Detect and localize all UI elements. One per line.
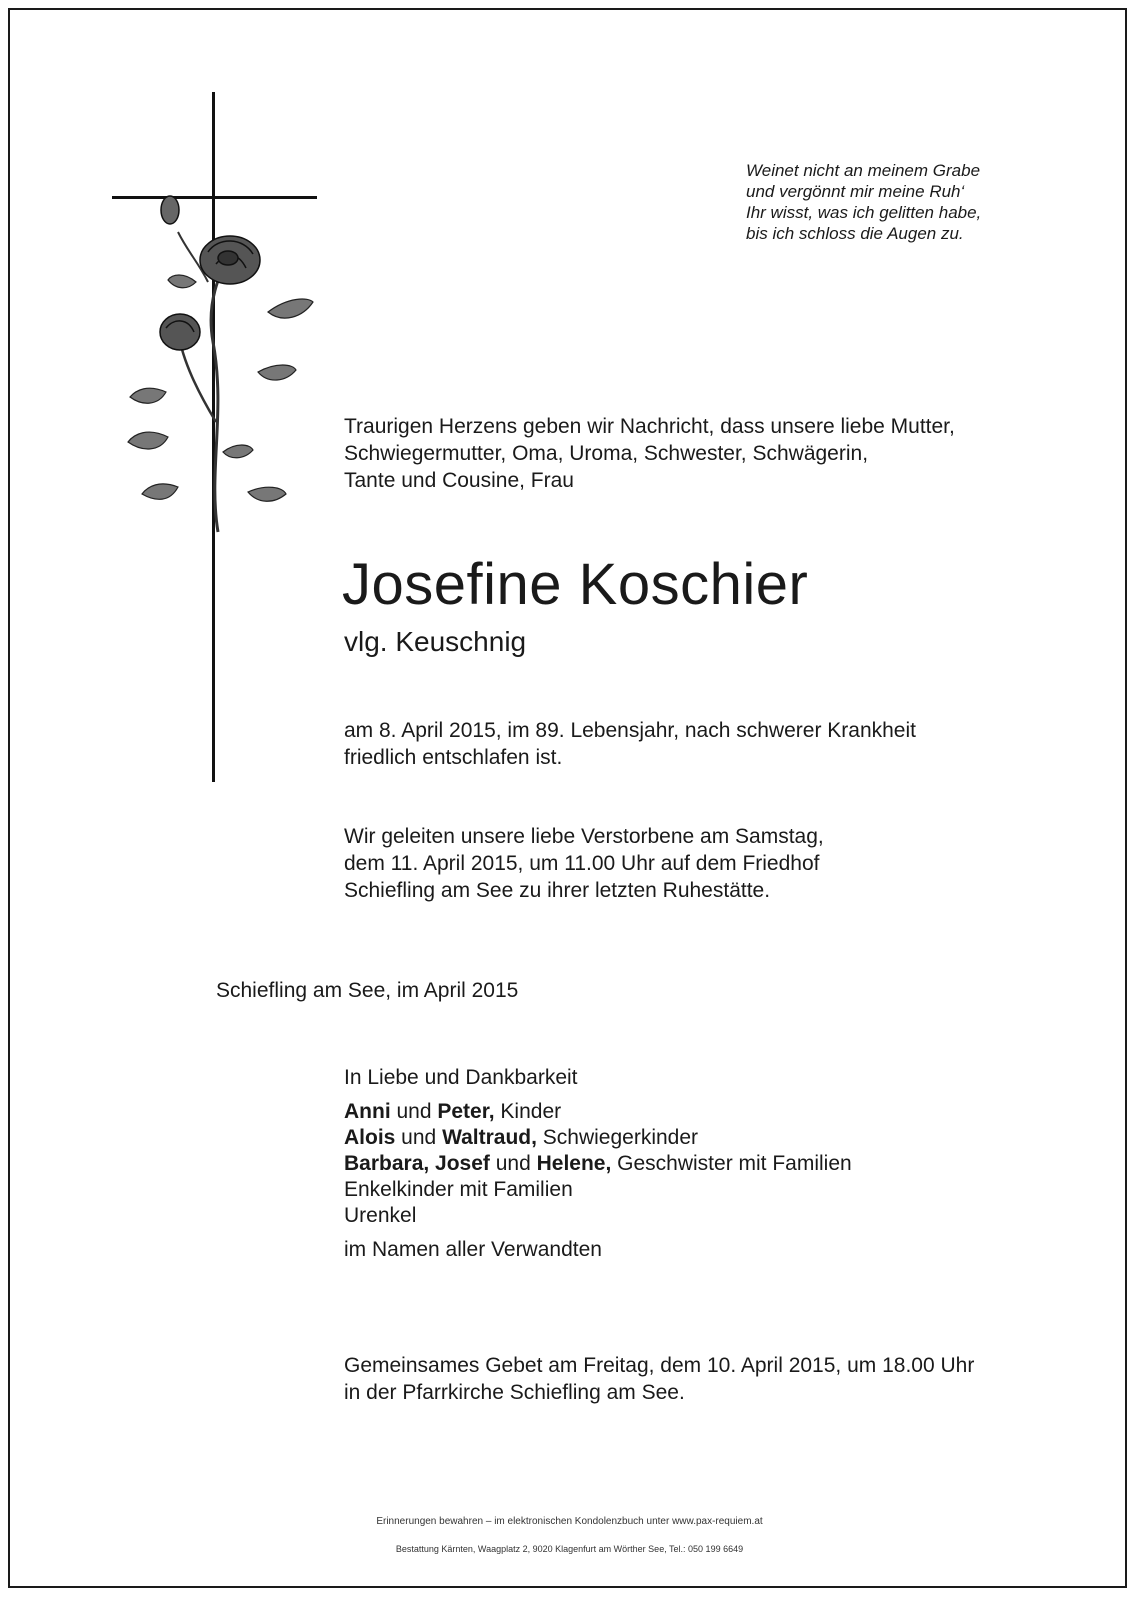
funeral-line: dem 11. April 2015, um 11.00 Uhr auf dem Friedhof (344, 852, 820, 875)
mourner-name: Barbara, Josef (344, 1152, 490, 1175)
funeral-details (344, 823, 824, 904)
death-line: am 8. April 2015, im 89. Lebensjahr, nach schwerer Krankheit (344, 719, 916, 742)
mourner-conjunction: und (390, 1100, 438, 1123)
mourner-relation: Geschwister mit Familien (611, 1152, 852, 1175)
funeral-line: Schiefling am See zu ihrer letzten Ruhestätte. (344, 879, 771, 902)
poem-line: und vergönnt mir meine Ruh‘ (746, 182, 965, 201)
death-line: friedlich entschlafen ist. (344, 746, 563, 769)
prayer-details (344, 1352, 974, 1406)
mourner-row (344, 1151, 852, 1177)
footer-condolence-note: Erinnerungen bewahren – im elektronischen Kondolenzbuch unter www.pax-requiem.at (376, 1516, 763, 1527)
mourner-name: Alois (344, 1126, 396, 1149)
poem-line: Weinet nicht an meinem Grabe (746, 161, 981, 180)
mourner-name: Anni (344, 1100, 391, 1123)
mourners-list (344, 1065, 852, 1263)
funeral-line: Wir geleiten unsere liebe Verstorbene am Samstag, (344, 825, 824, 848)
mourner-name: Helene, (536, 1152, 612, 1175)
intro-line: Tante und Cousine, Frau (344, 469, 574, 492)
place-and-date: Schiefling am See, im April 2015 (216, 979, 519, 1002)
mourners-closing: im Namen aller Verwandten (344, 1238, 602, 1261)
announcement-intro (344, 413, 955, 494)
poem-line: bis ich schloss die Augen zu. (746, 224, 964, 243)
mourner-relation: Schwiegerkinder (536, 1126, 699, 1149)
mourner-conjunction: und (395, 1126, 443, 1149)
mourner-row (344, 1099, 852, 1125)
intro-line: Traurigen Herzens geben wir Nachricht, dass unsere liebe Mutter, (344, 415, 955, 438)
poem (746, 160, 981, 244)
mourner-row: Urenkel (344, 1204, 417, 1227)
mourner-name: Waltraud, (442, 1126, 537, 1149)
mourner-row (344, 1125, 852, 1151)
deceased-vulgo-name: vlg. Keuschnig (344, 626, 527, 657)
intro-line: Schwiegermutter, Oma, Uroma, Schwester, Schwägerin, (344, 442, 869, 465)
prayer-line: in der Pfarrkirche Schiefling am See. (344, 1381, 685, 1404)
mourner-name: Peter, (437, 1100, 495, 1123)
mourner-row: Enkelkinder mit Familien (344, 1178, 573, 1201)
mourners-heading: In Liebe und Dankbarkeit (344, 1066, 578, 1089)
footer-funeral-home: Bestattung Kärnten, Waagplatz 2, 9020 Klagenfurt am Wörther See, Tel.: 050 199 6649 (395, 1544, 744, 1554)
deceased-name: Josefine Koschier (342, 552, 809, 617)
cross-with-rose-icon (108, 92, 328, 792)
prayer-line: Gemeinsames Gebet am Freitag, dem 10. April 2015, um 18.00 Uhr (344, 1354, 975, 1377)
mourner-conjunction: und (489, 1152, 537, 1175)
mourner-relation: Kinder (494, 1100, 562, 1123)
poem-line: Ihr wisst, was ich gelitten habe, (746, 203, 982, 222)
death-details (344, 717, 916, 771)
